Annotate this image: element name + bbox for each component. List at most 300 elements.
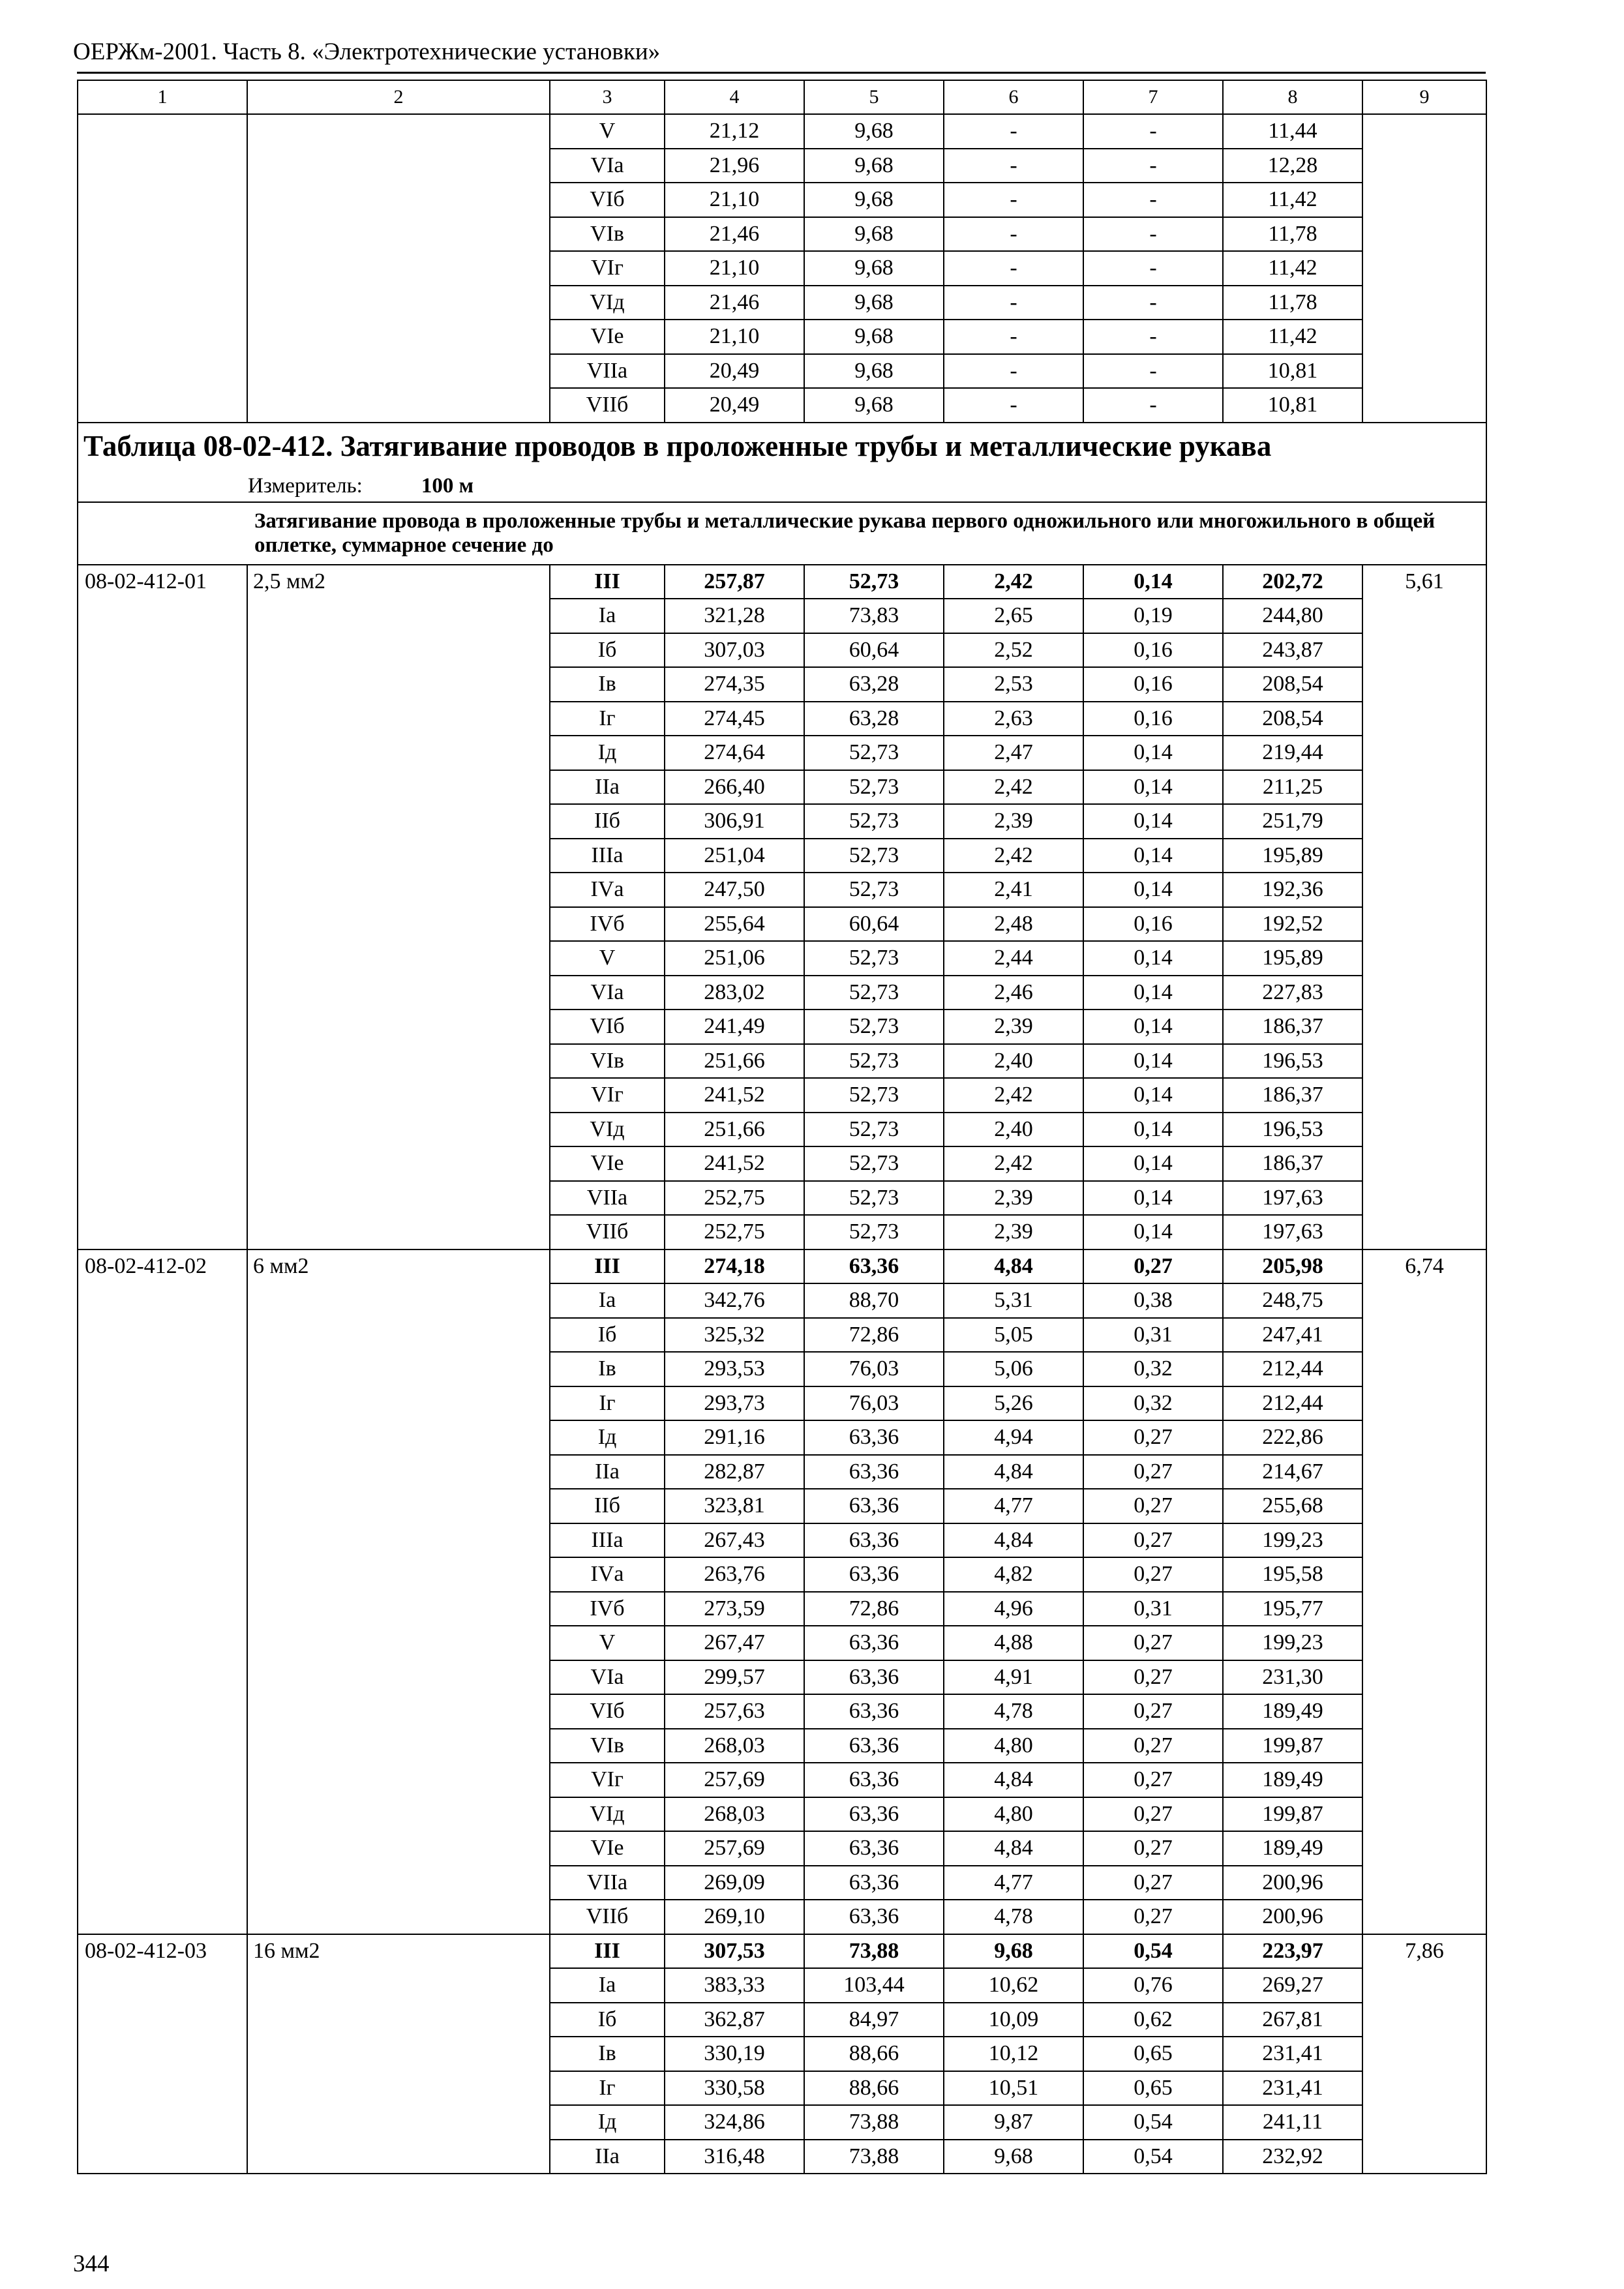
zone-cell: Iв bbox=[550, 1352, 665, 1386]
value-cell: 4,80 bbox=[944, 1729, 1083, 1763]
value-cell: 192,36 bbox=[1223, 873, 1362, 907]
value-cell: 0,31 bbox=[1083, 1592, 1223, 1626]
value-cell: 11,42 bbox=[1223, 251, 1362, 286]
value-cell: 219,44 bbox=[1223, 736, 1362, 770]
value-cell: 63,36 bbox=[804, 1420, 944, 1455]
value-cell: 268,03 bbox=[665, 1797, 804, 1832]
value-cell: 9,68 bbox=[804, 183, 944, 217]
value-cell: 11,42 bbox=[1223, 320, 1362, 354]
value-cell: 274,45 bbox=[665, 702, 804, 736]
value-cell: 2,47 bbox=[944, 736, 1083, 770]
zone-cell: Iа bbox=[550, 1968, 665, 2003]
value-cell: 21,46 bbox=[665, 286, 804, 320]
value-cell: 283,02 bbox=[665, 976, 804, 1010]
value-cell: 52,73 bbox=[804, 1044, 944, 1079]
value-cell: 307,03 bbox=[665, 633, 804, 668]
value-cell: 0,32 bbox=[1083, 1352, 1223, 1386]
code-cell bbox=[78, 114, 247, 423]
zone-cell: V bbox=[550, 1626, 665, 1660]
zone-cell: VIе bbox=[550, 1831, 665, 1866]
value-cell: 52,73 bbox=[804, 976, 944, 1010]
value-cell: 63,36 bbox=[804, 1249, 944, 1284]
value-cell: - bbox=[944, 286, 1083, 320]
value-cell: 0,19 bbox=[1083, 599, 1223, 633]
value-cell: 196,53 bbox=[1223, 1044, 1362, 1079]
value-cell: 9,68 bbox=[804, 286, 944, 320]
zone-cell: VIе bbox=[550, 1146, 665, 1181]
value-cell: 342,76 bbox=[665, 1283, 804, 1318]
value-cell: 0,27 bbox=[1083, 1489, 1223, 1523]
value-cell: 2,46 bbox=[944, 976, 1083, 1010]
zone-cell: IIа bbox=[550, 1455, 665, 1489]
column-number-row bbox=[78, 80, 1486, 114]
value-cell: 0,14 bbox=[1083, 976, 1223, 1010]
value-cell: 196,53 bbox=[1223, 1113, 1362, 1147]
value-cell: - bbox=[1083, 320, 1223, 354]
value-cell: 60,64 bbox=[804, 633, 944, 668]
column-number: 6 bbox=[944, 80, 1083, 114]
value-cell: 0,27 bbox=[1083, 1694, 1223, 1729]
value-cell: 4,84 bbox=[944, 1523, 1083, 1558]
value-cell: - bbox=[1083, 217, 1223, 252]
zone-cell: VIIб bbox=[550, 1215, 665, 1249]
value-cell: 186,37 bbox=[1223, 1078, 1362, 1113]
value-cell: 241,11 bbox=[1223, 2105, 1362, 2140]
value-cell: 9,68 bbox=[804, 354, 944, 389]
value-cell: 195,77 bbox=[1223, 1592, 1362, 1626]
column-number: 8 bbox=[1223, 80, 1362, 114]
value-cell: 2,42 bbox=[944, 1078, 1083, 1113]
value-cell: 257,69 bbox=[665, 1763, 804, 1797]
zone-cell: IIб bbox=[550, 804, 665, 839]
value-cell: 10,81 bbox=[1223, 388, 1362, 423]
value-cell: 0,76 bbox=[1083, 1968, 1223, 2003]
value-cell: 0,14 bbox=[1083, 873, 1223, 907]
value-cell: 251,66 bbox=[665, 1113, 804, 1147]
value-cell: 4,84 bbox=[944, 1455, 1083, 1489]
column-number: 2 bbox=[247, 80, 550, 114]
value-cell: 52,73 bbox=[804, 1181, 944, 1216]
rate-code: 08-02-412-03 bbox=[78, 1934, 247, 2174]
value-cell: 52,73 bbox=[804, 770, 944, 805]
value-cell: 208,54 bbox=[1223, 702, 1362, 736]
value-cell: 2,39 bbox=[944, 1215, 1083, 1249]
value-cell: 2,48 bbox=[944, 907, 1083, 942]
value-cell: 269,10 bbox=[665, 1900, 804, 1934]
value-cell: 88,70 bbox=[804, 1283, 944, 1318]
value-cell: 0,14 bbox=[1083, 565, 1223, 599]
value-cell: 330,58 bbox=[665, 2071, 804, 2106]
value-cell: 252,75 bbox=[665, 1215, 804, 1249]
zone-cell: VIд bbox=[550, 1797, 665, 1832]
zone-cell: Iд bbox=[550, 2105, 665, 2140]
value-cell: 2,42 bbox=[944, 1146, 1083, 1181]
value-cell: 268,03 bbox=[665, 1729, 804, 1763]
value-cell: 227,83 bbox=[1223, 976, 1362, 1010]
col9-cell bbox=[1362, 114, 1486, 423]
value-cell: 0,32 bbox=[1083, 1386, 1223, 1421]
value-cell: 2,39 bbox=[944, 1010, 1083, 1044]
value-cell: 383,33 bbox=[665, 1968, 804, 2003]
zone-cell: VIIа bbox=[550, 354, 665, 389]
value-cell: 0,27 bbox=[1083, 1900, 1223, 1934]
value-cell: - bbox=[944, 217, 1083, 252]
zone-cell: IIа bbox=[550, 2140, 665, 2174]
value-cell: 269,27 bbox=[1223, 1968, 1362, 2003]
value-cell: 5,05 bbox=[944, 1318, 1083, 1353]
value-cell: 72,86 bbox=[804, 1318, 944, 1353]
value-cell: 0,14 bbox=[1083, 839, 1223, 873]
rates-table bbox=[77, 80, 1487, 2174]
meter-cell bbox=[78, 470, 1486, 502]
value-cell: 255,64 bbox=[665, 907, 804, 942]
table-row bbox=[78, 1249, 1486, 1284]
value-cell: 324,86 bbox=[665, 2105, 804, 2140]
value-cell: - bbox=[944, 251, 1083, 286]
zone-cell: VIб bbox=[550, 1694, 665, 1729]
rate-col9: 5,61 bbox=[1362, 565, 1486, 1249]
value-cell: - bbox=[944, 388, 1083, 423]
value-cell: 0,14 bbox=[1083, 1078, 1223, 1113]
zone-cell: VIг bbox=[550, 1763, 665, 1797]
table-title: Таблица 08-02-412. Затягивание проводов в проложенные трубы и металлические рукава bbox=[78, 423, 1486, 470]
value-cell: 0,27 bbox=[1083, 1660, 1223, 1695]
rate-name: 2,5 мм2 bbox=[247, 565, 550, 1249]
column-number: 4 bbox=[665, 80, 804, 114]
column-number: 7 bbox=[1083, 80, 1223, 114]
value-cell: 0,27 bbox=[1083, 1420, 1223, 1455]
zone-cell: V bbox=[550, 941, 665, 976]
value-cell: 0,65 bbox=[1083, 2037, 1223, 2071]
zone-cell: III bbox=[550, 1249, 665, 1284]
value-cell: 84,97 bbox=[804, 2003, 944, 2037]
value-cell: 0,27 bbox=[1083, 1455, 1223, 1489]
zone-cell: VIв bbox=[550, 1729, 665, 1763]
value-cell: 282,87 bbox=[665, 1455, 804, 1489]
zone-cell: IIб bbox=[550, 1489, 665, 1523]
value-cell: 189,49 bbox=[1223, 1763, 1362, 1797]
value-cell: 274,18 bbox=[665, 1249, 804, 1284]
value-cell: - bbox=[944, 149, 1083, 183]
value-cell: - bbox=[1083, 388, 1223, 423]
value-cell: 0,65 bbox=[1083, 2071, 1223, 2106]
value-cell: 0,27 bbox=[1083, 1626, 1223, 1660]
value-cell: 0,14 bbox=[1083, 804, 1223, 839]
value-cell: 9,68 bbox=[944, 1934, 1083, 1969]
value-cell: 321,28 bbox=[665, 599, 804, 633]
value-cell: 0,14 bbox=[1083, 770, 1223, 805]
value-cell: 291,16 bbox=[665, 1420, 804, 1455]
zone-cell: VIд bbox=[550, 286, 665, 320]
running-header: ОЕРЖм-2001. Часть 8. «Электротехнические установки» bbox=[73, 38, 661, 65]
value-cell: 263,76 bbox=[665, 1557, 804, 1592]
page-number: 344 bbox=[73, 2251, 110, 2277]
value-cell: 0,54 bbox=[1083, 1934, 1223, 1969]
value-cell: 199,23 bbox=[1223, 1626, 1362, 1660]
value-cell: 0,27 bbox=[1083, 1729, 1223, 1763]
value-cell: 10,09 bbox=[944, 2003, 1083, 2037]
zone-cell: IVб bbox=[550, 907, 665, 942]
header-rule bbox=[77, 72, 1486, 74]
value-cell: 10,81 bbox=[1223, 354, 1362, 389]
value-cell: 63,36 bbox=[804, 1900, 944, 1934]
value-cell: 0,14 bbox=[1083, 1215, 1223, 1249]
value-cell: 52,73 bbox=[804, 736, 944, 770]
value-cell: 20,49 bbox=[665, 388, 804, 423]
zone-cell: IIIа bbox=[550, 1523, 665, 1558]
value-cell: 63,36 bbox=[804, 1455, 944, 1489]
rates-table-container bbox=[77, 80, 1486, 2174]
value-cell: 273,59 bbox=[665, 1592, 804, 1626]
value-cell: 316,48 bbox=[665, 2140, 804, 2174]
value-cell: 52,73 bbox=[804, 1215, 944, 1249]
rates-table-body bbox=[78, 80, 1486, 2174]
zone-cell: III bbox=[550, 565, 665, 599]
value-cell: 2,42 bbox=[944, 565, 1083, 599]
value-cell: 52,73 bbox=[804, 1146, 944, 1181]
zone-cell: IIа bbox=[550, 770, 665, 805]
value-cell: 195,58 bbox=[1223, 1557, 1362, 1592]
value-cell: 60,64 bbox=[804, 907, 944, 942]
value-cell: 0,27 bbox=[1083, 1763, 1223, 1797]
value-cell: 208,54 bbox=[1223, 667, 1362, 702]
value-cell: 11,78 bbox=[1223, 217, 1362, 252]
value-cell: 189,49 bbox=[1223, 1694, 1362, 1729]
value-cell: 52,73 bbox=[804, 1113, 944, 1147]
value-cell: 257,87 bbox=[665, 565, 804, 599]
value-cell: 52,73 bbox=[804, 1078, 944, 1113]
zone-cell: IVб bbox=[550, 1592, 665, 1626]
value-cell: 2,39 bbox=[944, 1181, 1083, 1216]
value-cell: 9,68 bbox=[804, 114, 944, 149]
value-cell: 10,51 bbox=[944, 2071, 1083, 2106]
value-cell: 63,28 bbox=[804, 702, 944, 736]
value-cell: 222,86 bbox=[1223, 1420, 1362, 1455]
value-cell: 2,41 bbox=[944, 873, 1083, 907]
zone-cell: VIб bbox=[550, 183, 665, 217]
value-cell: 5,31 bbox=[944, 1283, 1083, 1318]
value-cell: 73,83 bbox=[804, 599, 944, 633]
value-cell: 0,14 bbox=[1083, 1146, 1223, 1181]
value-cell: 11,44 bbox=[1223, 114, 1362, 149]
zone-cell: VIе bbox=[550, 320, 665, 354]
value-cell: 73,88 bbox=[804, 1934, 944, 1969]
value-cell: - bbox=[1083, 354, 1223, 389]
value-cell: 251,04 bbox=[665, 839, 804, 873]
value-cell: 266,40 bbox=[665, 770, 804, 805]
value-cell: 267,43 bbox=[665, 1523, 804, 1558]
value-cell: 330,19 bbox=[665, 2037, 804, 2071]
value-cell: 306,91 bbox=[665, 804, 804, 839]
zone-cell: Iд bbox=[550, 1420, 665, 1455]
value-cell: 257,69 bbox=[665, 1831, 804, 1866]
zone-cell: VIг bbox=[550, 251, 665, 286]
value-cell: 4,82 bbox=[944, 1557, 1083, 1592]
value-cell: 0,54 bbox=[1083, 2105, 1223, 2140]
value-cell: 0,14 bbox=[1083, 1113, 1223, 1147]
value-cell: 192,52 bbox=[1223, 907, 1362, 942]
value-cell: 4,91 bbox=[944, 1660, 1083, 1695]
value-cell: 11,42 bbox=[1223, 183, 1362, 217]
value-cell: 255,68 bbox=[1223, 1489, 1362, 1523]
value-cell: 88,66 bbox=[804, 2037, 944, 2071]
zone-cell: Iб bbox=[550, 633, 665, 668]
value-cell: 212,44 bbox=[1223, 1386, 1362, 1421]
value-cell: 2,40 bbox=[944, 1113, 1083, 1147]
value-cell: 241,49 bbox=[665, 1010, 804, 1044]
value-cell: 0,16 bbox=[1083, 667, 1223, 702]
zone-cell: VIа bbox=[550, 1660, 665, 1695]
meter-unit: 100 м bbox=[421, 473, 474, 498]
value-cell: 4,80 bbox=[944, 1797, 1083, 1832]
value-cell: 186,37 bbox=[1223, 1010, 1362, 1044]
value-cell: 293,53 bbox=[665, 1352, 804, 1386]
value-cell: 248,75 bbox=[1223, 1283, 1362, 1318]
value-cell: 0,14 bbox=[1083, 1044, 1223, 1079]
value-cell: 2,53 bbox=[944, 667, 1083, 702]
value-cell: 0,16 bbox=[1083, 907, 1223, 942]
value-cell: 251,66 bbox=[665, 1044, 804, 1079]
zone-cell: VIIа bbox=[550, 1866, 665, 1900]
zone-cell: VIб bbox=[550, 1010, 665, 1044]
value-cell: 0,16 bbox=[1083, 633, 1223, 668]
value-cell: 199,87 bbox=[1223, 1729, 1362, 1763]
value-cell: 251,06 bbox=[665, 941, 804, 976]
value-cell: 200,96 bbox=[1223, 1866, 1362, 1900]
value-cell: 4,94 bbox=[944, 1420, 1083, 1455]
value-cell: - bbox=[944, 114, 1083, 149]
value-cell: 63,28 bbox=[804, 667, 944, 702]
value-cell: 199,23 bbox=[1223, 1523, 1362, 1558]
value-cell: 63,36 bbox=[804, 1694, 944, 1729]
name-cell bbox=[247, 114, 550, 423]
meter-label: Измеритель: bbox=[248, 473, 363, 498]
value-cell: 63,36 bbox=[804, 1523, 944, 1558]
table-title-row bbox=[78, 423, 1486, 470]
value-cell: 0,14 bbox=[1083, 736, 1223, 770]
value-cell: 4,77 bbox=[944, 1866, 1083, 1900]
value-cell: 4,84 bbox=[944, 1831, 1083, 1866]
value-cell: 0,62 bbox=[1083, 2003, 1223, 2037]
value-cell: 195,89 bbox=[1223, 839, 1362, 873]
value-cell: 88,66 bbox=[804, 2071, 944, 2106]
value-cell: 63,36 bbox=[804, 1763, 944, 1797]
column-number: 1 bbox=[78, 80, 247, 114]
rate-code: 08-02-412-01 bbox=[78, 565, 247, 1249]
value-cell: 4,84 bbox=[944, 1249, 1083, 1284]
value-cell: 5,06 bbox=[944, 1352, 1083, 1386]
value-cell: 20,49 bbox=[665, 354, 804, 389]
value-cell: - bbox=[944, 354, 1083, 389]
value-cell: 186,37 bbox=[1223, 1146, 1362, 1181]
value-cell: 21,10 bbox=[665, 251, 804, 286]
value-cell: 325,32 bbox=[665, 1318, 804, 1353]
zone-cell: IVа bbox=[550, 873, 665, 907]
value-cell: 63,36 bbox=[804, 1660, 944, 1695]
value-cell: 63,36 bbox=[804, 1831, 944, 1866]
value-cell: 2,44 bbox=[944, 941, 1083, 976]
value-cell: 9,68 bbox=[804, 320, 944, 354]
value-cell: 103,44 bbox=[804, 1968, 944, 2003]
value-cell: 4,78 bbox=[944, 1694, 1083, 1729]
value-cell: 274,35 bbox=[665, 667, 804, 702]
value-cell: 211,25 bbox=[1223, 770, 1362, 805]
value-cell: 52,73 bbox=[804, 804, 944, 839]
value-cell: - bbox=[1083, 183, 1223, 217]
value-cell: 214,67 bbox=[1223, 1455, 1362, 1489]
value-cell: 197,63 bbox=[1223, 1181, 1362, 1216]
zone-cell: VIIб bbox=[550, 1900, 665, 1934]
value-cell: 21,96 bbox=[665, 149, 804, 183]
table-row bbox=[78, 1934, 1486, 1969]
zone-cell: VIIб bbox=[550, 388, 665, 423]
value-cell: 323,81 bbox=[665, 1489, 804, 1523]
zone-cell: Iг bbox=[550, 1386, 665, 1421]
value-cell: 52,73 bbox=[804, 565, 944, 599]
value-cell: 241,52 bbox=[665, 1146, 804, 1181]
zone-cell: IIIа bbox=[550, 839, 665, 873]
value-cell: 73,88 bbox=[804, 2140, 944, 2174]
value-cell: 73,88 bbox=[804, 2105, 944, 2140]
value-cell: 63,36 bbox=[804, 1866, 944, 1900]
value-cell: 63,36 bbox=[804, 1626, 944, 1660]
zone-cell: VIд bbox=[550, 1113, 665, 1147]
zone-cell: Iб bbox=[550, 1318, 665, 1353]
value-cell: 0,27 bbox=[1083, 1249, 1223, 1284]
value-cell: 274,64 bbox=[665, 736, 804, 770]
zone-cell: Iд bbox=[550, 736, 665, 770]
value-cell: 0,14 bbox=[1083, 941, 1223, 976]
meter-row bbox=[78, 470, 1486, 502]
zone-cell: VIв bbox=[550, 217, 665, 252]
table-row bbox=[78, 114, 1486, 149]
zone-cell: IVа bbox=[550, 1557, 665, 1592]
value-cell: - bbox=[944, 320, 1083, 354]
value-cell: 4,88 bbox=[944, 1626, 1083, 1660]
value-cell: 9,68 bbox=[804, 251, 944, 286]
value-cell: 21,10 bbox=[665, 320, 804, 354]
value-cell: 9,87 bbox=[944, 2105, 1083, 2140]
rate-name: 6 мм2 bbox=[247, 1249, 550, 1934]
value-cell: 299,57 bbox=[665, 1660, 804, 1695]
value-cell: 267,47 bbox=[665, 1626, 804, 1660]
zone-cell: V bbox=[550, 114, 665, 149]
value-cell: 63,36 bbox=[804, 1557, 944, 1592]
value-cell: 0,14 bbox=[1083, 1181, 1223, 1216]
value-cell: - bbox=[1083, 251, 1223, 286]
value-cell: 0,27 bbox=[1083, 1797, 1223, 1832]
value-cell: 2,39 bbox=[944, 804, 1083, 839]
value-cell: 11,78 bbox=[1223, 286, 1362, 320]
value-cell: 247,41 bbox=[1223, 1318, 1362, 1353]
zone-cell: VIIа bbox=[550, 1181, 665, 1216]
value-cell: 52,73 bbox=[804, 839, 944, 873]
value-cell: 231,41 bbox=[1223, 2071, 1362, 2106]
value-cell: 76,03 bbox=[804, 1386, 944, 1421]
value-cell: 2,52 bbox=[944, 633, 1083, 668]
value-cell: - bbox=[944, 183, 1083, 217]
value-cell: 362,87 bbox=[665, 2003, 804, 2037]
value-cell: 2,40 bbox=[944, 1044, 1083, 1079]
value-cell: 197,63 bbox=[1223, 1215, 1362, 1249]
value-cell: 52,73 bbox=[804, 1010, 944, 1044]
value-cell: 2,63 bbox=[944, 702, 1083, 736]
column-number: 9 bbox=[1362, 80, 1486, 114]
value-cell: 231,30 bbox=[1223, 1660, 1362, 1695]
value-cell: 2,42 bbox=[944, 770, 1083, 805]
value-cell: 269,09 bbox=[665, 1866, 804, 1900]
zone-cell: Iг bbox=[550, 702, 665, 736]
